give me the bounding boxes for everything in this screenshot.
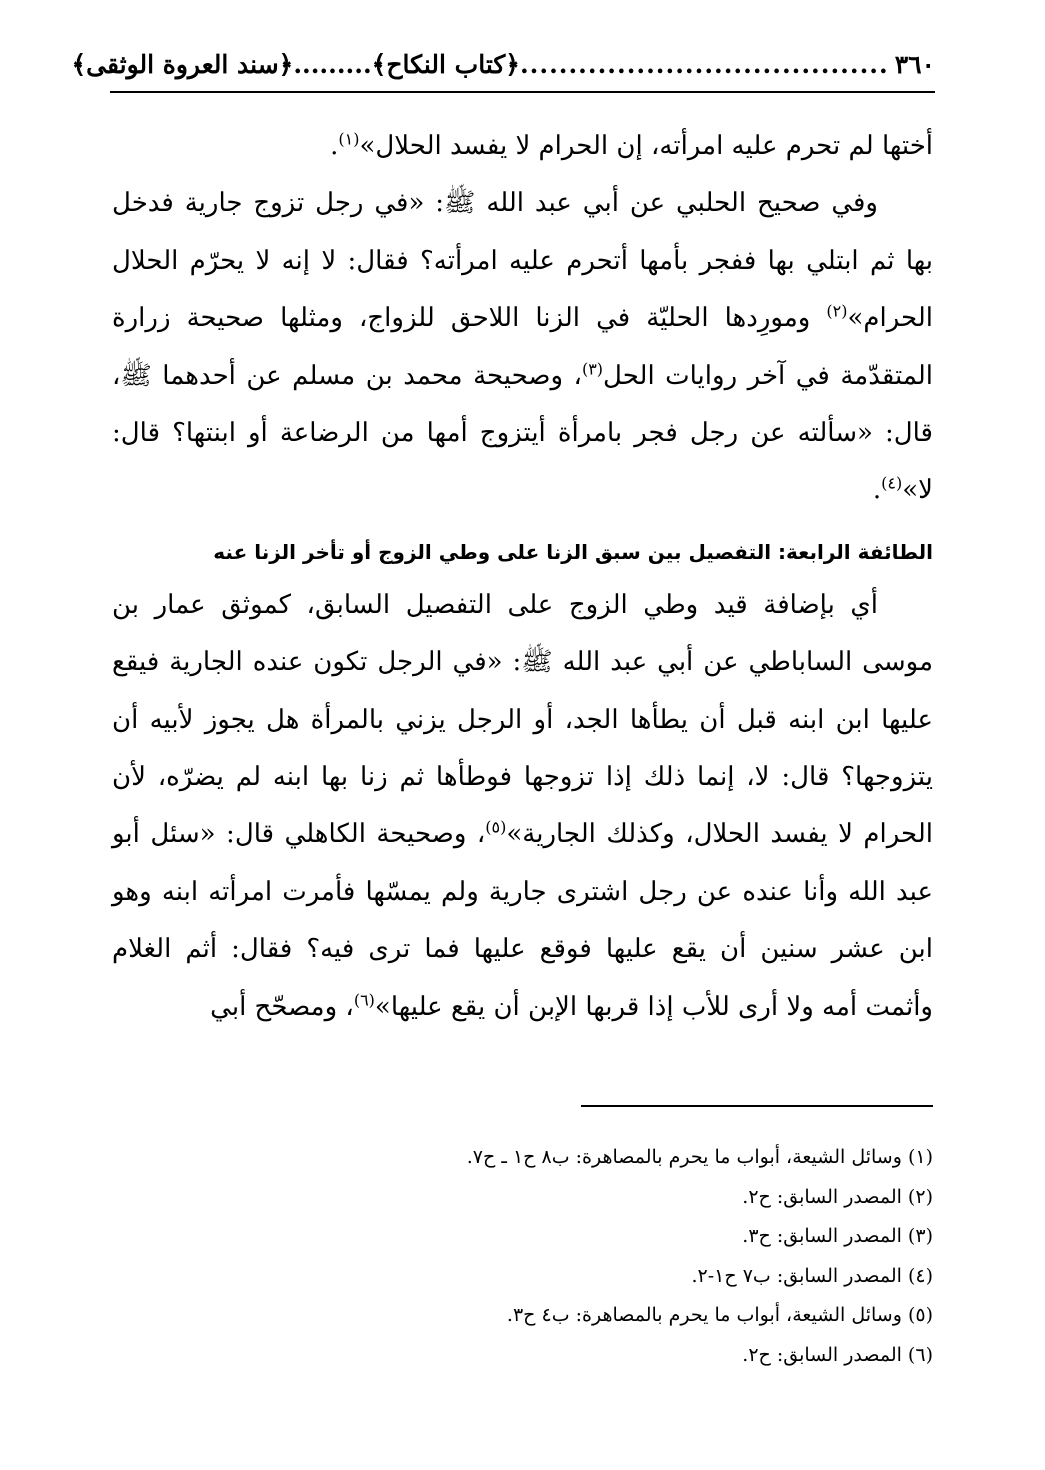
ornament-close: ﴾	[371, 49, 387, 79]
footnote-separator	[581, 1105, 933, 1107]
footnote-1: (١) وسائل الشيعة، أبواب ما يحرم بالمصاهرة: ب٨ ح١ ـ ح٧.	[466, 1146, 933, 1168]
header-rule	[110, 91, 935, 93]
chapter-title: كتاب النكاح	[386, 49, 506, 79]
text-run: أي بإضافة قيد وطي الزوج على التفصيل السابق، كموثق عمار بن موسى الساباطي عن أبي عبد الله ﷺ: «في الرجل تكون عنده الجارية فيقع عليها ابن ابنه قبل أن يطأها الجد، أو الرجل يزني بالمرأة هل يجوز لأبيه أن يتزوجها؟ قال: لا، إنما ذلك إذا تزوجها فوطأها ثم زنا بها ابنه لم يضرّه، لأن الحرام لا يفسد الحلال، وكذلك الجارية»	[112, 589, 933, 850]
footnote-ref[interactable]: (٥)	[485, 817, 507, 837]
header-leader-dots: ......................................	[519, 49, 889, 79]
book-title: سند العروة الوثقى	[86, 49, 279, 79]
text-run: أختها لم تحرم عليه امرأته، إن الحرام لا يفسد الحلال»	[359, 131, 933, 161]
ornament-open: ﴿	[278, 49, 294, 79]
ornament-open: ﴿	[505, 49, 520, 79]
main-text	[112, 118, 933, 1036]
footnote-ref[interactable]: (٦)	[353, 990, 375, 1010]
paragraph-3	[112, 577, 933, 1036]
footnote-ref[interactable]: (٤)	[881, 473, 903, 493]
footnote-4: (٤) المصدر السابق: ب٧ ح١-٢.	[691, 1264, 933, 1287]
page-number: ٣٦٠	[894, 49, 935, 79]
text-run: .	[330, 131, 339, 161]
footnote-2: (٢) المصدر السابق: ح٢.	[742, 1185, 933, 1208]
footnote-3: (٣) المصدر السابق: ح٣.	[742, 1225, 933, 1247]
text-run: ، ومصحّح أبي	[210, 991, 354, 1022]
text-run: ، وصحيحة الكاهلي قال: «سئل أبو عبد الله وأنا عنده عن رجل اشترى جارية ولم يمسّها فأمرت امرأته ابنه وهو ابن عشر سنين أن يقع عليها فوقع عليها فما ترى فيه؟ فقال: أثم الغلام وأثمت أمه ولا أرى للأب إذا قربها الإبن أن يقع عليها»	[112, 819, 933, 1022]
footnote-5: (٥) وسائل الشيعة، أبواب ما يحرم بالمصاهرة: ب٤ ح٣.	[506, 1304, 933, 1326]
footnote-6: (٦) المصدر السابق: ح٢.	[742, 1343, 933, 1366]
footnote-ref[interactable]: (٢)	[826, 301, 848, 321]
header-separator-dots: .........	[293, 49, 372, 79]
footnotes	[112, 1138, 933, 1375]
text-run: ومورِدها الحليّة في الزنا اللاحق للزواج، ومثلها صحيحة زرارة المتقدّمة في آخر روايات الحل	[112, 303, 934, 391]
page-header	[71, 38, 935, 90]
text-run: .	[872, 475, 882, 506]
text-run: ، وصحيحة محمد بن مسلم عن أحدهما ﷺ، قال: «سألته عن رجل فجر بامرأة أيتزوج أمها من الرضاعة أو ابنتها؟ قال: لا»	[112, 360, 933, 506]
paragraph-1	[112, 118, 933, 175]
footnote-ref[interactable]: (٣)	[581, 358, 604, 378]
text-run: وفي صحيح الحلبي عن أبي عبد الله ﷺ: «في رجل تزوج جارية فدخل بها ثم ابتلي بها ففجر بأمها أتحرم عليه امرأته؟ فقال: لا إنه لا يحرّم الحلال الحرام»	[112, 188, 933, 334]
ornament-close: ﴾	[71, 49, 87, 79]
paragraph-2	[112, 175, 933, 519]
footnote-ref[interactable]: (١)	[338, 129, 360, 149]
section-heading: الطائفة الرابعة: التفصيل بين سبق الزنا على وطي الزوج أو تأخر الزنا عنه	[213, 539, 933, 564]
